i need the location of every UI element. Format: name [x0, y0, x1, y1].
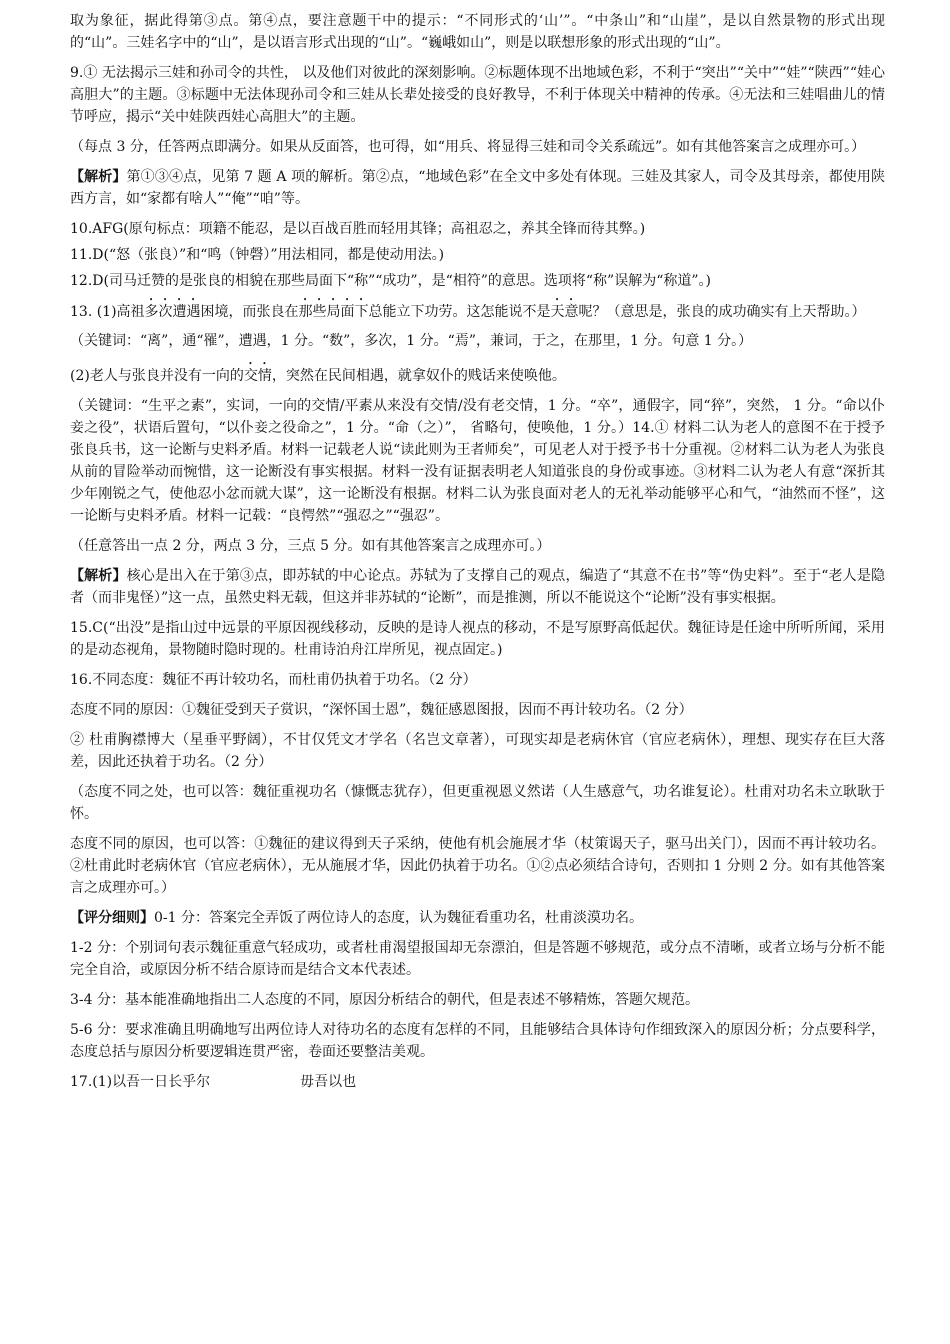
- score-note-q9: （每点 3 分，任答两点即满分。如果从反面答，也可得，如“用兵、将显得三娃和司令关系疏远”。如有其他答案言之成理亦可。）: [70, 139, 866, 155]
- paragraph-q8-continued: 取为象征，据此得第③点。第④点，要注意题干中的提示：“不同形式的‘山’”。“中条山”和“山崖”，是以自然景物的形式出现的“山”。三娃名字中的“山”，是以语言形式出现的“山”。“巍峨如山”，则是以联想形象的形式出现的“山”。: [70, 13, 885, 51]
- rubric-3-4: 3-4 分：基本能准确地指出二人态度的不同，原因分析结合的朝代，但是表述不够精炼，答题欠规范。: [70, 992, 699, 1008]
- answer-q13-2: [70, 360, 885, 387]
- q13-1-text: 总能立下功劳。这怎能说不是: [368, 304, 551, 320]
- q13-1-emphasis-1: 多次遭遇: [144, 304, 201, 320]
- answer-q10: 10.AFG(原句标点：项籍不能忍，是以百战百胜而轻用其锋；高祖忍之，养其全锋而待其弊。): [70, 221, 646, 237]
- rubric-0-1-text: 0-1 分：答案完全弄饭了两位诗人的态度，认为魏征看重功名，杜甫淡漠功名。: [154, 910, 643, 926]
- analysis-q14-text: 核心是出入在于第③点，即苏轼的中心论点。苏轼为了支撑自己的观点，编造了“其意不在书”等“伪史料”。至于“老人是隐者（而非鬼怪）”这一点，虽然史料无载，但这并非苏轼的“论断”，而是推测，所以不能说这个“论断”没有事实根据。: [70, 568, 885, 606]
- keywords-q13-2-and-answer-q14: [70, 395, 885, 527]
- analysis-label: 【解析】: [70, 169, 127, 185]
- answer-q11: 11.D(“怒（张良）”和“鸣（钟磬）”用法相同，都是使动用法。): [70, 247, 445, 263]
- analysis-q9: [70, 166, 885, 210]
- q13-1-text: 13. (1)高祖: [70, 304, 145, 320]
- rubric-0-1: [70, 907, 885, 929]
- answer-q16-alt-attitude: （态度不同之处，也可以答：魏征重视功名（慷慨志犹存），但更重视恩义然诺（人生感意气，功名谁复论）。杜甫对功名未立耿耿于怀。: [70, 784, 885, 822]
- answer-q13-1: [70, 296, 885, 328]
- answer-q17-part-a: 17.(1)以吾一日长乎尔: [70, 1074, 211, 1090]
- q13-2-text: ，突然在民间相遇，就拿奴仆的贱话来使唤他。: [271, 368, 566, 384]
- q13-2-text: (2)老人与张良并没有一向的: [70, 368, 244, 384]
- q13-1-text: 困境，而张良在: [200, 304, 299, 320]
- answer-q16-reason-2: ② 杜甫胸襟博大（星垂平野阔），不甘仅凭文才学名（名岂文章著），可现实却是老病休官（官应老病休），理想、现实存在巨大落差，因此还执着于功名。（2 分）: [70, 732, 885, 770]
- answer-q15: 15.C(“出没”是指山过中远景的平原因视线移动，反映的是诗人视点的移动，不是写原野高低起伏。魏征诗是任途中所听所闻，采用的是动态视角，景物随时隐时现的。杜甫诗泊舟江岸所见，视点固定。): [70, 620, 885, 658]
- answer-q17: [70, 1071, 885, 1093]
- analysis-label: 【解析】: [70, 568, 127, 584]
- answer-q14: 14.① 材料二认为老人的意图不在于授予张良兵书，这一论断与史料矛盾。材料一记载老人说“读此则为王者师矣”，可见老人对于授予书十分重视。②材料二认为老人为张良从前的冒险举动而惋惜，这一论断没有事实根据。材料一没有证据表明老人知道张良的身份或事迹。③材料二认为老人有意“深折其少年刚锐之气，使他忍小忿而就大谋”，这一论断没有根据。材料二认为张良面对老人的无礼举动能够平心和气，“油然而不怪”，这一论断与史料矛盾。材料一记载：“良愕然”“强忍之”“强忍”。: [70, 420, 886, 524]
- answer-q17-part-b: 毋吾以也: [300, 1074, 357, 1090]
- analysis-q14: [70, 565, 885, 609]
- answer-document: [70, 10, 885, 1101]
- answer-q12: 12.D(司马迁赞的是张良的相貌在那些局面下“称”“成功”，是“相符”的意思。选项将“称”误解为“称道”。): [70, 273, 711, 289]
- q13-1-text: 呢？（意思是，张良的成功确实有上天帮助。）: [578, 304, 866, 320]
- analysis-q9-text: 第①③④点，见第 7 题 A 项的解析。第②点，“地域色彩”在全文中多处有体现。三娃及其家人，司令及其母亲，都使用陕西方言，如“家都有啥人”“俺”“咱”等。: [70, 169, 886, 207]
- answer-q9: 9.① 无法揭示三娃和孙司令的共性， 以及他们对彼此的深刻影响。②标题体现不出地域色彩，不利于“突出”“关中”“娃”“陕西”“娃心高胆大”的主题。③标题中无法体现孙司令和三娃从长辈处接受的良好教导，不利于体现关中精神的传承。④无法和三娃唱曲儿的情节呼应，揭示“关中娃陕西娃心高胆大”的主题。: [70, 65, 885, 125]
- rubric-label: 【评分细则】: [70, 910, 154, 926]
- answer-q16: 16.不同态度：魏征不再计较功名，而杜甫仍执着于功名。（2 分）: [70, 672, 477, 688]
- rubric-5-6: 5-6 分：要求准确且明确地写出两位诗人对待功名的态度有怎样的不同，且能够结合具体诗句作细致深入的原因分析；分点要科学，态度总括与原因分析要逻辑连贯严密，卷面还要整洁美观。: [70, 1022, 885, 1060]
- keywords-q13-2: （关键词：“生平之素”，实词，一向的交情/平素从来没有交情/没有老交情，1 分。“卒”，通假字，同“猝”，突然， 1 分。“命以仆妾之役”，状语后置句，“以仆妾之役命之”，1 分。“命（之）”， 省略句，使唤他，1 分。）: [70, 398, 885, 436]
- q13-2-emphasis: 交情: [243, 368, 272, 384]
- keywords-q13-1: （关键词：“离”，通“罹”，遭遇，1 分。“数”，多次，1 分。“焉”，兼词，于之，在那里，1 分。句意 1 分。）: [70, 333, 753, 349]
- score-note-q14: （任意答出一点 2 分，两点 3 分，三点 5 分。如有其他答案言之成理亦可。）: [70, 538, 551, 554]
- answer-q16-reason-1: 态度不同的原因：①魏征受到天子赏识，“深怀国士恩”，魏征感恩图报，因而不再计较功名。（2 分）: [70, 702, 693, 718]
- q13-1-emphasis-3: 天意: [550, 304, 579, 320]
- rubric-1-2: 1-2 分：个别词句表示魏征重意气轻成功，或者杜甫渴望报国却无奈漂泊，但是答题不够规范，或分点不清晰，或者立场与分析不能完全自洽，或原因分析不结合原诗而是结合文本代表述。: [70, 940, 885, 978]
- answer-q16-alt-reason: 态度不同的原因，也可以答：①魏征的建议得到天子采纳，使他有机会施展才华（杖策谒天子，驱马出关门），因而不再计较功名。②杜甫此时老病休官（官应老病休），无从施展才华，因此仍执着于功名。①②点必须结合诗句，否则扣 1 分则 2 分。如有其他答案言之成理亦可。）: [70, 836, 885, 896]
- q13-1-emphasis-2: 那些局面下: [298, 304, 369, 320]
